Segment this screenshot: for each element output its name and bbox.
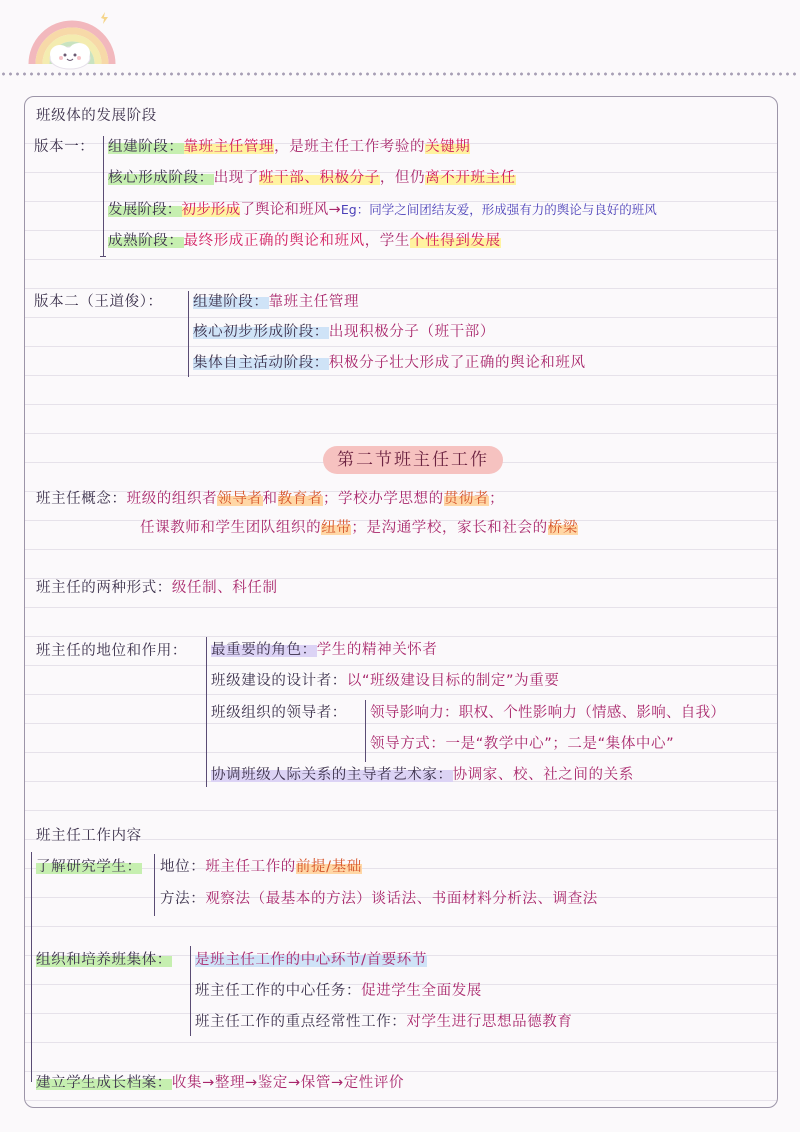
work-2-focus-label: 班主任工作的重点经常性工作：: [195, 1014, 407, 1030]
version-two-label: 版本二（王道俊）：: [34, 294, 163, 310]
v1-stage-2-b: 班干部、积极分子: [259, 170, 380, 186]
v1-stage-1-b: ，是班主任工作考验的: [274, 139, 426, 155]
v2-stage-2-name: 核心初步形成阶段：: [193, 324, 329, 340]
work-1-status-b: 班主任工作的: [205, 859, 296, 875]
work-1-status-c: 前提/基础: [295, 859, 362, 875]
role-1-name: 最重要的角色：: [211, 642, 317, 658]
role-4: [211, 765, 634, 785]
work-2-task: [195, 981, 482, 1001]
forms-label: 班主任的两种形式：: [36, 580, 172, 596]
concept-l2-c: ；是沟通学校，家长和社会的: [351, 520, 548, 536]
concept-l2-b: 纽带: [321, 520, 352, 536]
concept-c: 和: [262, 491, 278, 507]
role-4-name: 协调班级人际关系的主导者艺术家：: [211, 767, 453, 783]
role-2-name: 班级建设的设计者：: [211, 673, 347, 689]
work-3: [36, 1073, 404, 1093]
work-3-text: 收集→整理→鉴定→保管→定性评价: [171, 1075, 405, 1091]
v2-stage-2-text: 出现积极分子（班干部）: [328, 324, 496, 340]
v2-stage-3: [193, 353, 586, 373]
v1-stage-3-example: Eg：同学之间团结友爱，形成强有力的舆论与良好的班风: [340, 202, 657, 217]
v1-stage-1: [108, 137, 470, 157]
bracket-work-2: [190, 946, 191, 1036]
work-2-task-label: 班主任工作的中心任务：: [195, 983, 362, 999]
bracket-v2: [188, 291, 189, 377]
bracket-roles: [206, 637, 207, 787]
work-1-status: [160, 857, 362, 877]
work-2-core: [195, 950, 427, 970]
forms-line: [36, 578, 278, 598]
v1-stage-4-a: 最终形成正确的舆论和班风: [183, 233, 365, 249]
work-2-focus-text: 对学生进行思想品德教育: [406, 1014, 573, 1030]
concept-a: 班级的组织者: [126, 491, 218, 507]
v1-stage-4-b: ，学生: [364, 233, 411, 249]
role-3-style: 领导方式：一是“教学中心”；二是“集体中心”: [370, 736, 675, 752]
role-4-text: 协调家、校、社之间的关系: [452, 767, 634, 783]
v2-stage-3-name: 集体自主活动阶段：: [193, 355, 329, 371]
v2-stage-2: [193, 322, 495, 342]
role-3-influence: 领导影响力：职权、个性影响力（情感、影响、自我）: [370, 705, 726, 721]
v2-stage-1: [193, 292, 359, 312]
v2-stage-1-text: 靠班主任管理: [268, 294, 360, 310]
work-1-status-label: 地位：: [160, 859, 206, 875]
forms-text: 级任制、科任制: [171, 580, 278, 596]
work-1-label: 了解研究学生：: [36, 859, 142, 875]
v1-stage-3-b: 了舆论和班风→: [240, 202, 341, 218]
v1-stage-4-name: 成熟阶段：: [108, 233, 184, 249]
v1-stage-2-c: ，但仍: [379, 170, 426, 186]
v1-stage-3: [108, 200, 657, 220]
concept-b: 领导者: [217, 491, 263, 507]
v1-stage-2: [108, 168, 516, 188]
role-2-text: 以“班级建设目标的制定”为重要: [346, 673, 560, 689]
role-3-name: 班级组织的领导者：: [211, 705, 347, 721]
v1-stage-3-a: 初步形成: [181, 202, 241, 218]
role-2: [211, 671, 559, 691]
v1-stage-4: [108, 231, 501, 251]
version-one-label: 版本一：: [34, 139, 95, 155]
concept-e: ；学校办学思想的: [322, 491, 444, 507]
role-1-text: 学生的精神关怀者: [316, 642, 438, 658]
v1-stage-1-c: 关键期: [425, 139, 471, 155]
work-title: 班主任工作内容: [36, 828, 142, 844]
bracket-work: [31, 852, 32, 1082]
work-1-methods-text: 观察法（最基本的方法）谈话法、书面材料分析法、调查法: [205, 891, 598, 907]
v1-stage-1-name: 组建阶段：: [108, 139, 184, 155]
v2-stage-1-name: 组建阶段：: [193, 294, 269, 310]
concept-g: ；: [489, 491, 505, 507]
work-2-task-text: 促进学生全面发展: [361, 983, 482, 999]
role-1: [211, 640, 438, 660]
concept-l2-d: 桥梁: [547, 520, 578, 536]
v1-stage-2-d: 离不开班主任: [425, 170, 516, 186]
concept-d: 教育者: [277, 491, 323, 507]
roles-label: 班主任的地位和作用：: [36, 643, 187, 659]
v2-stage-3-text: 积极分子壮大形成了正确的舆论和班风: [328, 355, 586, 371]
work-3-label: 建立学生成长档案：: [36, 1075, 172, 1091]
work-2-name: [36, 950, 172, 970]
bracket-role-3: [365, 700, 366, 762]
work-1-methods: [160, 889, 598, 909]
v1-stage-2-name: 核心形成阶段：: [108, 170, 214, 186]
work-2-label: 组织和培养班集体：: [36, 952, 172, 968]
concept-label: 班主任概念：: [36, 491, 127, 507]
section-title: 第二节班主任工作: [323, 446, 503, 474]
v1-stage-4-c: 个性得到发展: [410, 233, 501, 249]
bracket-v1: [103, 136, 104, 256]
dotted-divider: [0, 72, 800, 76]
concept-f: 贯彻者: [443, 491, 490, 507]
bracket-v1-foot: [100, 256, 106, 257]
v1-stage-3-name: 发展阶段：: [108, 202, 182, 218]
concept-line-1: [36, 489, 504, 509]
concept-l2-a: 任课教师和学生团队组织的: [140, 520, 322, 536]
bracket-work-1: [154, 854, 155, 916]
work-2-core-text: 是班主任工作的中心环节/首要环节: [195, 952, 427, 968]
work-1-methods-label: 方法：: [160, 891, 206, 907]
stages-title: 班级体的发展阶段: [36, 108, 157, 124]
rainbow-cloud-icon: [22, 6, 122, 70]
v1-stage-2-a: 出现了: [213, 170, 260, 186]
work-2-focus: [195, 1012, 573, 1032]
work-1-name: [36, 857, 142, 877]
v1-stage-1-a: 靠班主任管理: [183, 139, 275, 155]
concept-line-2: [140, 518, 578, 538]
